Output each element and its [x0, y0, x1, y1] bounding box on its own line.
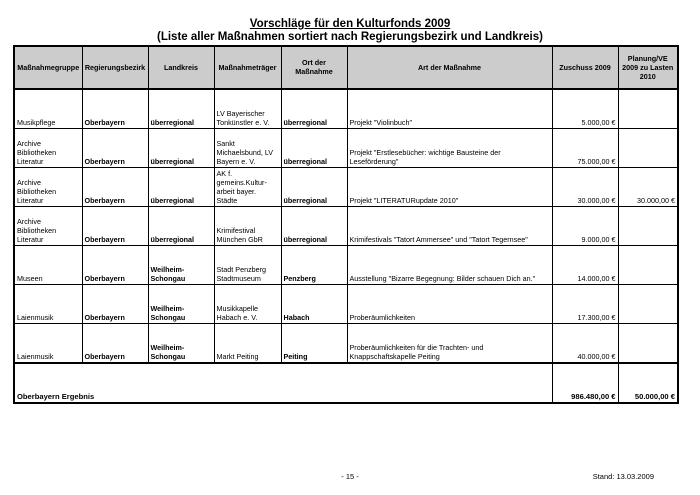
- cell-ort: Penzberg: [281, 246, 347, 285]
- cell-traeger: Sankt Michaelsbund, LV Bayern e. V.: [214, 129, 281, 168]
- cell-landkreis: überregional: [148, 168, 214, 207]
- cell-art: Proberäumlichkeiten für die Trachten- und Knappschaftskapelle Peiting: [347, 324, 552, 364]
- document-subtitle: (Liste aller Maßnahmen sortiert nach Regierungsbezirk und Landkreis): [157, 31, 543, 43]
- total-planung: 50.000,00 €: [618, 363, 678, 403]
- cell-landkreis: überregional: [148, 89, 214, 129]
- document-title: Vorschläge für den Kulturfonds 2009: [249, 18, 451, 30]
- cell-ort: überregional: [281, 168, 347, 207]
- cell-gruppe: Laienmusik: [14, 324, 82, 364]
- cell-landkreis: Weilheim-Schongau: [148, 285, 214, 324]
- header-landkreis: Landkreis: [148, 46, 214, 89]
- cell-bezirk: Oberbayern: [82, 129, 148, 168]
- header-art: Art der Maßnahme: [347, 46, 552, 89]
- header-gruppe: Maßnahmegruppe: [14, 46, 82, 89]
- table-row: [14, 207, 678, 246]
- cell-zuschuss: 14.000,00 €: [552, 246, 618, 285]
- header-traeger: Maßnahmeträger: [214, 46, 281, 89]
- cell-ort: Peiting: [281, 324, 347, 364]
- cell-zuschuss: 40.000,00 €: [552, 324, 618, 364]
- cell-gruppe: Archive Bibliotheken Literatur: [14, 207, 82, 246]
- cell-gruppe: Musikpflege: [14, 89, 82, 129]
- cell-art: Projekt "Violinbuch": [347, 89, 552, 129]
- cell-traeger: AK f. gemeins.Kultur-arbeit bayer. Städte: [214, 168, 281, 207]
- cell-bezirk: Oberbayern: [82, 89, 148, 129]
- cell-gruppe: Archive Bibliotheken Literatur: [14, 129, 82, 168]
- cell-art: Proberäumlichkeiten: [347, 285, 552, 324]
- cell-planung: [618, 207, 678, 246]
- cell-landkreis: Weilheim-Schongau: [148, 324, 214, 364]
- cell-gruppe: Laienmusik: [14, 285, 82, 324]
- cell-bezirk: Oberbayern: [82, 324, 148, 364]
- cell-zuschuss: 75.000,00 €: [552, 129, 618, 168]
- cell-planung: [618, 129, 678, 168]
- header-planung: Planung/VE 2009 zu Lasten 2010: [618, 46, 678, 89]
- cell-ort: überregional: [281, 129, 347, 168]
- cell-landkreis: Weilheim-Schongau: [148, 246, 214, 285]
- cell-landkreis: überregional: [148, 207, 214, 246]
- measures-table: [13, 45, 679, 404]
- cell-zuschuss: 30.000,00 €: [552, 168, 618, 207]
- cell-planung: [618, 324, 678, 364]
- cell-bezirk: Oberbayern: [82, 285, 148, 324]
- total-row: [14, 363, 678, 403]
- cell-art: Ausstellung "Bizarre Begegnung: Bilder schauen Dich an.": [347, 246, 552, 285]
- table-row: [14, 285, 678, 324]
- cell-zuschuss: 17.300,00 €: [552, 285, 618, 324]
- cell-zuschuss: 9.000,00 €: [552, 207, 618, 246]
- total-spacer: [148, 363, 552, 403]
- cell-planung: [618, 89, 678, 129]
- cell-bezirk: Oberbayern: [82, 168, 148, 207]
- total-zuschuss: 986.480,00 €: [552, 363, 618, 403]
- table-header-row: [14, 46, 678, 89]
- table-row: [14, 324, 678, 364]
- cell-gruppe: Archive Bibliotheken Literatur: [14, 168, 82, 207]
- cell-ort: Habach: [281, 285, 347, 324]
- cell-art: Projekt "LITERATURupdate 2010": [347, 168, 552, 207]
- cell-planung: 30.000,00 €: [618, 168, 678, 207]
- header-ort: Ort der Maßnahme: [281, 46, 347, 89]
- cell-ort: überregional: [281, 89, 347, 129]
- document-date: Stand: 13.03.2009: [592, 472, 654, 481]
- table-row: [14, 129, 678, 168]
- cell-landkreis: überregional: [148, 129, 214, 168]
- cell-art: Krimifestivals "Tatort Ammersee" und "Tatort Tegernsee": [347, 207, 552, 246]
- cell-bezirk: Oberbayern: [82, 207, 148, 246]
- cell-ort: überregional: [281, 207, 347, 246]
- table-row: [14, 89, 678, 129]
- total-label: Oberbayern Ergebnis: [14, 363, 148, 403]
- table-row: [14, 168, 678, 207]
- header-bezirk: Regierungsbezirk: [82, 46, 148, 89]
- table-row: [14, 246, 678, 285]
- cell-bezirk: Oberbayern: [82, 246, 148, 285]
- cell-traeger: Musikkapelle Habach e. V.: [214, 285, 281, 324]
- page-number: - 15 -: [341, 472, 359, 481]
- cell-traeger: LV Bayerischer Tonkünstler e. V.: [214, 89, 281, 129]
- cell-planung: [618, 246, 678, 285]
- cell-traeger: Stadt Penzberg Stadtmuseum: [214, 246, 281, 285]
- header-zuschuss: Zuschuss 2009: [552, 46, 618, 89]
- cell-traeger: Krimifestival München GbR: [214, 207, 281, 246]
- cell-traeger: Markt Peiting: [214, 324, 281, 364]
- cell-zuschuss: 5.000,00 €: [552, 89, 618, 129]
- cell-gruppe: Museen: [14, 246, 82, 285]
- cell-art: Projekt "Erstlesebücher: wichtige Bausteine der Leseförderung": [347, 129, 552, 168]
- cell-planung: [618, 285, 678, 324]
